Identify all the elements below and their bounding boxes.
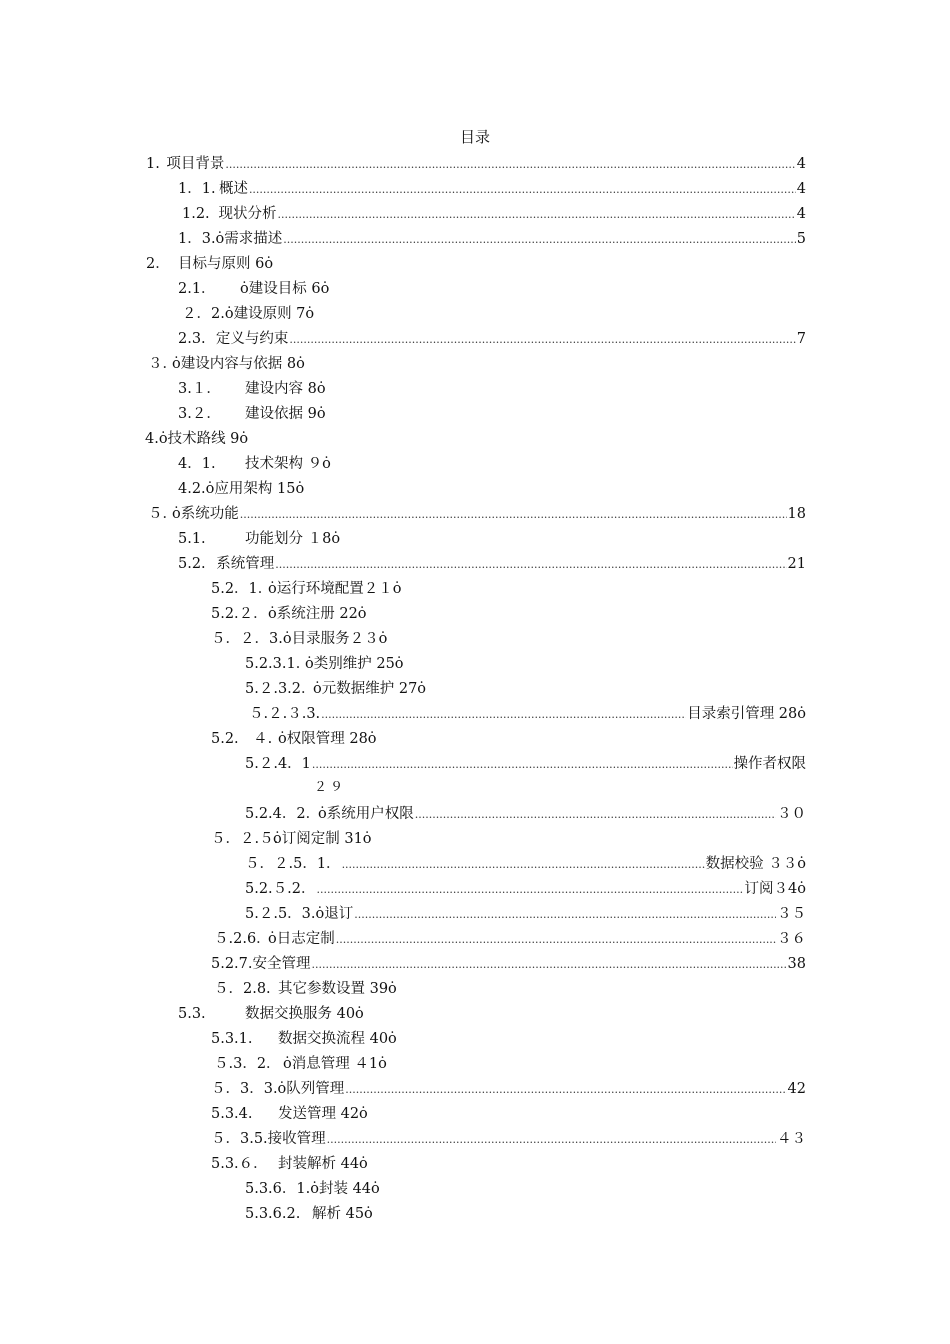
toc-entry-number: 4.2.ȯ应用架构 15ȯ — [178, 481, 305, 497]
toc-entry-page: 4 — [796, 156, 806, 172]
toc-entry-number: ５． — [148, 506, 177, 522]
toc-entry-page: ４３ — [777, 1131, 806, 1147]
toc-title: 目录 — [459, 128, 490, 146]
dot-leader — [289, 331, 795, 347]
toc-entry-page: 订阅３4ȯ — [744, 881, 806, 897]
dot-leader — [312, 956, 787, 972]
toc-entry-number: 5.2. ４. — [211, 731, 273, 747]
toc-entry[interactable] — [249, 702, 806, 726]
toc-entry-label: ȯ系统注册 22ȯ — [268, 606, 367, 622]
toc-entry-number: ５．3．3.ȯ队列管理 — [211, 1081, 345, 1097]
toc-entry-label: ȯ消息管理 ４1ȯ — [283, 1056, 387, 1072]
toc-entry-label: 数据交换流程 40ȯ — [278, 1031, 397, 1047]
toc-entry[interactable] — [211, 727, 377, 751]
toc-entry-number: 5.2. — [178, 556, 206, 572]
toc-entry[interactable] — [178, 227, 806, 251]
toc-entry-number: ２．2.ȯ建设原则 7ȯ — [182, 306, 315, 322]
toc-entry-number: 1.2. — [182, 206, 210, 222]
toc-entry[interactable] — [245, 1202, 373, 1226]
toc-entry-number: 1．3.ȯ需求描述 — [178, 231, 283, 247]
toc-entry[interactable] — [211, 827, 372, 851]
toc-entry-label: ȯ订阅定制 31ȯ — [273, 831, 372, 847]
dot-leader — [345, 1081, 786, 1097]
toc-entry[interactable] — [178, 552, 806, 576]
toc-entry-number: 5.2.５.2． — [245, 881, 316, 897]
dot-leader — [327, 1131, 776, 1147]
toc-entry[interactable] — [211, 1077, 806, 1101]
dot-leader — [283, 231, 795, 247]
toc-entry-number: ５．２.５. — [211, 831, 279, 847]
toc-entry[interactable] — [211, 952, 806, 976]
toc-entry[interactable] — [245, 877, 806, 901]
toc-entry-number: 5.3.6．1.ȯ封装 44ȯ — [245, 1181, 380, 1197]
toc-entry-label: 封装解析 44ȯ — [278, 1156, 368, 1172]
dot-leader — [354, 906, 776, 922]
toc-entry-label: ȯ建设目标 6ȯ — [240, 281, 330, 297]
toc-entry[interactable] — [245, 677, 426, 701]
toc-entry[interactable] — [245, 902, 806, 926]
toc-entry-label: 目标与原则 6ȯ — [178, 256, 274, 272]
toc-entry[interactable] — [178, 277, 329, 301]
toc-entry-number: 5.２.3.2． — [245, 681, 316, 697]
toc-entry-number: 5.2.3.1． — [245, 656, 311, 672]
toc-entry-number: 5.1. — [178, 531, 206, 547]
toc-entry-label: ȯ系统用户权限 — [318, 806, 414, 822]
toc-entry-number: 2． — [146, 256, 170, 272]
toc-entry-label: 现状分析 — [218, 206, 277, 222]
toc-entry-label: ȯ建设内容与依据 8ȯ — [172, 356, 305, 372]
toc-entry-number: 5.２.5．3.ȯ退订 — [245, 906, 354, 922]
toc-entry[interactable] — [245, 802, 806, 826]
toc-entry-number: 5.3.1. — [211, 1031, 253, 1047]
toc-entry-page: ３６ — [777, 931, 806, 947]
dot-leader — [312, 756, 733, 772]
toc-entry-label: 其它参数设置 39ȯ — [278, 981, 397, 997]
toc-entry-number: 5.3.4. — [211, 1106, 253, 1122]
toc-entry-label: 数据交换服务 40ȯ — [245, 1006, 364, 1022]
toc-entry-number: ５．２.5．1． — [245, 856, 341, 872]
toc-entry-page: ３５ — [777, 906, 806, 922]
toc-entry-page: 18 — [787, 506, 806, 522]
toc-entry[interactable] — [211, 1027, 397, 1051]
toc-entry[interactable] — [182, 302, 314, 326]
toc-entry[interactable] — [146, 252, 273, 276]
dot-leader — [317, 881, 744, 897]
toc-entry-label: 功能划分 １8ȯ — [245, 531, 341, 547]
toc-entry-label: 发送管理 42ȯ — [278, 1106, 368, 1122]
toc-entry-label: 建设依据 9ȯ — [245, 406, 326, 422]
toc-entry[interactable] — [148, 502, 806, 526]
toc-entry[interactable] — [211, 602, 367, 626]
toc-entry-number: 5.２.4．1 — [245, 756, 311, 772]
toc-entry-label: 系统管理 — [216, 556, 275, 572]
toc-entry-number: 5.3.６． — [211, 1156, 268, 1172]
toc-entry-page: 38 — [787, 956, 806, 972]
toc-entry[interactable] — [245, 1177, 380, 1201]
toc-entry-number: 5.2.4．2． — [245, 806, 321, 822]
toc-entry[interactable] — [178, 377, 326, 401]
dot-leader — [277, 206, 795, 222]
toc-entry-label: 接收管理 — [267, 1131, 326, 1147]
toc-entry-page: ３０ — [777, 806, 806, 822]
toc-entry-label: 技术架构 ９ȯ — [245, 456, 331, 472]
toc-entry[interactable] — [178, 527, 340, 551]
wrapped-page-number: ２９ — [314, 780, 347, 795]
toc-entry-number: ５.2.6． — [214, 931, 271, 947]
dot-leader — [249, 181, 796, 197]
toc-entry-label: 安全管理 — [252, 956, 311, 972]
toc-entry[interactable] — [211, 1102, 368, 1126]
toc-entry[interactable] — [214, 977, 397, 1001]
toc-entry-number: 1. — [146, 156, 160, 172]
dot-leader — [275, 556, 786, 572]
toc-entry-number: ５．2.8. — [214, 981, 271, 997]
toc-entry-label: ȯ元数据维护 27ȯ — [313, 681, 427, 697]
toc-entry[interactable] — [146, 152, 806, 176]
toc-entry-number: 5.3. — [178, 1006, 206, 1022]
toc-entry-number: ５.２.３.3. — [249, 706, 321, 722]
dot-leader — [240, 506, 787, 522]
toc-entry-number: 4.ȯ技术路线 9ȯ — [145, 431, 249, 447]
toc-entry-label: 解析 45ȯ — [312, 1206, 373, 1222]
toc-entry-label: 定义与约束 — [215, 331, 289, 347]
toc-entry-page: 目录索引管理 28ȯ — [687, 706, 806, 722]
toc-entry-number: 5.2.7. — [211, 956, 253, 972]
toc-entry-label: ȯ类别维护 25ȯ — [305, 656, 404, 672]
toc-entry-label: ȯ日志定制 — [268, 931, 335, 947]
dot-leader — [225, 156, 795, 172]
toc-entry-page: 4 — [796, 181, 806, 197]
toc-entry-label: ȯ权限管理 28ȯ — [278, 731, 377, 747]
toc-entry-number: 4．1. — [178, 456, 216, 472]
toc-entry[interactable] — [178, 452, 331, 476]
toc-entry[interactable] — [148, 352, 305, 376]
dot-leader — [336, 931, 776, 947]
toc-entry[interactable] — [211, 1152, 368, 1176]
toc-entry-page: 4 — [796, 206, 806, 222]
toc-entry-number: 2.3. — [178, 331, 206, 347]
toc-entry[interactable] — [178, 177, 806, 201]
toc-entry-number: 5.2．1． — [211, 581, 273, 597]
toc-entry-page: 21 — [787, 556, 806, 572]
toc-entry-number: ５.3．2． — [214, 1056, 281, 1072]
toc-entry-number: 3.２． — [178, 406, 221, 422]
dot-leader — [321, 706, 686, 722]
dot-leader — [415, 806, 776, 822]
toc-entry[interactable] — [145, 427, 248, 451]
toc-entry[interactable] — [214, 927, 806, 951]
toc-entry-number: ５．２．3.ȯ目录服务２３ȯ — [211, 631, 388, 647]
toc-entry-page: 42 — [787, 1081, 806, 1097]
toc-entry-number: 3.１． — [178, 381, 221, 397]
toc-entry-number: 5.3.6.2. — [245, 1206, 301, 1222]
toc-entry-number: ３． — [148, 356, 177, 372]
toc-entry[interactable] — [245, 652, 404, 676]
toc-entry-label: 建设内容 8ȯ — [245, 381, 326, 397]
toc-entry-page: 操作者权限 — [733, 756, 806, 772]
toc-entry-number: ５．3.5. — [211, 1131, 268, 1147]
toc-entry-label: ȯ系统功能 — [172, 506, 239, 522]
toc-entry-number: 5.2.２． — [211, 606, 268, 622]
toc-entry[interactable] — [178, 327, 806, 351]
toc-entry[interactable] — [245, 852, 806, 876]
toc-entry[interactable] — [178, 1002, 364, 1026]
toc-entry[interactable] — [245, 752, 806, 776]
toc-entry[interactable] — [214, 1052, 387, 1076]
toc-entry-page: 7 — [796, 331, 806, 347]
toc-entry[interactable] — [182, 202, 806, 226]
toc-entry-page: 5 — [796, 231, 806, 247]
dot-leader — [342, 856, 705, 872]
toc-entry-number: 2.1． — [178, 281, 216, 297]
toc-entry[interactable] — [178, 477, 304, 501]
toc-entry[interactable] — [211, 577, 401, 601]
toc-entry-number: 1．1. — [178, 181, 216, 197]
toc-entry-page: 数据校验 ３３ȯ — [705, 856, 806, 872]
toc-entry[interactable] — [211, 627, 387, 651]
toc-entry-label: 项目背景 — [166, 156, 225, 172]
toc-entry-label: 概述 — [218, 181, 248, 197]
toc-entry[interactable] — [211, 1127, 806, 1151]
toc-entry-label: ȯ运行环境配置２１ȯ — [268, 581, 402, 597]
toc-entry[interactable] — [178, 402, 326, 426]
